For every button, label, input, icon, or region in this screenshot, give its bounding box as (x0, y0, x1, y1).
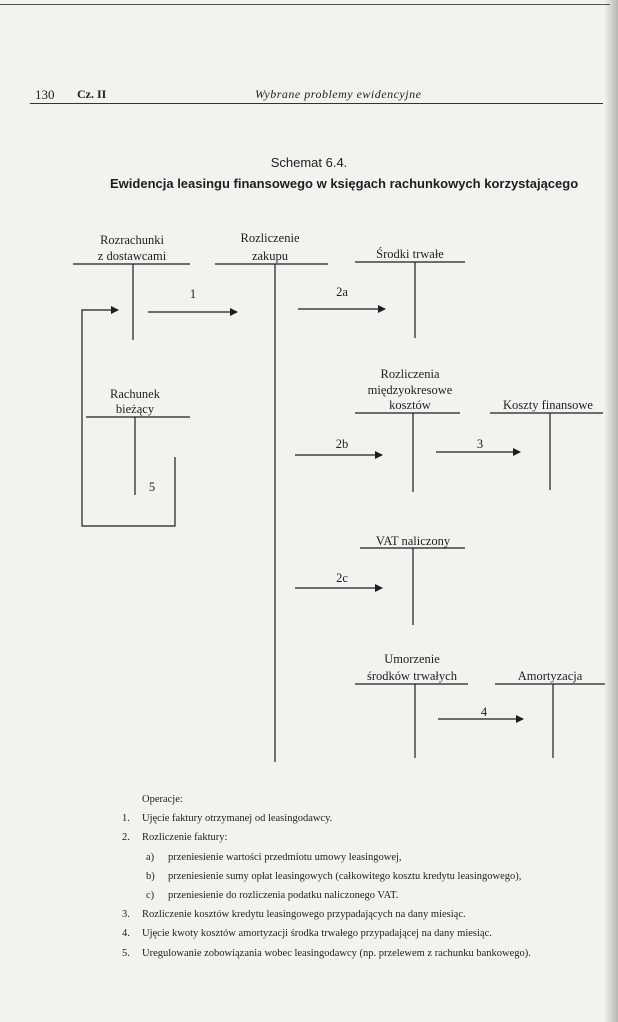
operation-subitem: a) przeniesienie wartości przedmiotu umowy leasingowej, (146, 851, 402, 863)
scheme-number: Schemat 6.4. (270, 155, 348, 170)
operation-item: 1. Ujęcie faktury otrzymanej od leasingodawcy. (122, 813, 333, 825)
scheme-title: Ewidencja leasingu finansowego w księgach rachunkowych korzystającego (110, 176, 579, 191)
rmk-label-3: kosztów (389, 398, 431, 412)
rmk-label-1: Rozliczenia (380, 367, 440, 381)
flow-2a-label: 2a (336, 285, 348, 299)
flow-5-label: 5 (148, 480, 156, 494)
operations-title: Operacje: (142, 794, 183, 805)
flow-4-label: 4 (480, 705, 488, 719)
operations-list (118, 790, 598, 963)
running-title: Wybrane problemy ewidencyjne (255, 87, 422, 101)
rachunek-label-2: bieżący (115, 402, 155, 416)
koszty-label: Koszty finansowe (503, 398, 593, 412)
section-label: Cz. II (77, 87, 107, 101)
umorzenie-label-1: Umorzenie (384, 652, 440, 666)
operation-item: 3. Rozliczenie kosztów kredytu leasingowego przypadających na dany miesiąc. (122, 909, 466, 921)
vat-label: VAT naliczony (375, 534, 451, 548)
rachunek-label-1: Rachunek (110, 387, 160, 401)
page-number: 130 (35, 87, 55, 102)
rozrachunki-label-2: z dostawcami (97, 249, 167, 263)
flow-2b-label: 2b (335, 437, 349, 451)
umorzenie-label-2: środków trwałych (367, 669, 457, 683)
flow-3-label: 3 (476, 437, 484, 451)
flow-5-loop (82, 310, 175, 526)
operation-subitem: c) przeniesienie do rozliczenia podatku naliczonego VAT. (146, 890, 399, 902)
flow-2c-label: 2c (336, 571, 348, 585)
srodki-label: Środki trwałe (376, 247, 444, 261)
amortyzacja-label: Amortyzacja (517, 669, 583, 683)
operation-item: 5. Uregulowanie zobowiązania wobec leasingodawcy (np. przelewem z rachunku bankowego). (122, 947, 531, 959)
rozliczenie-label-1: Rozliczenie (240, 231, 300, 245)
flow-1-label: 1 (189, 287, 197, 301)
rozliczenie-label-2: zakupu (251, 249, 289, 263)
rmk-label-2: międzyokresowe (367, 383, 453, 397)
operation-item: 2. Rozliczenie faktury: (122, 832, 228, 844)
rozrachunki-label-1: Rozrachunki (100, 233, 164, 247)
operation-subitem: b) przeniesienie sumy opłat leasingowych (całkowitego kosztu kredytu leasingowego), (146, 870, 522, 882)
operation-item: 4. Ujęcie kwoty kosztów amortyzacji środka trwałego przypadającej na dany miesiąc. (122, 928, 492, 940)
